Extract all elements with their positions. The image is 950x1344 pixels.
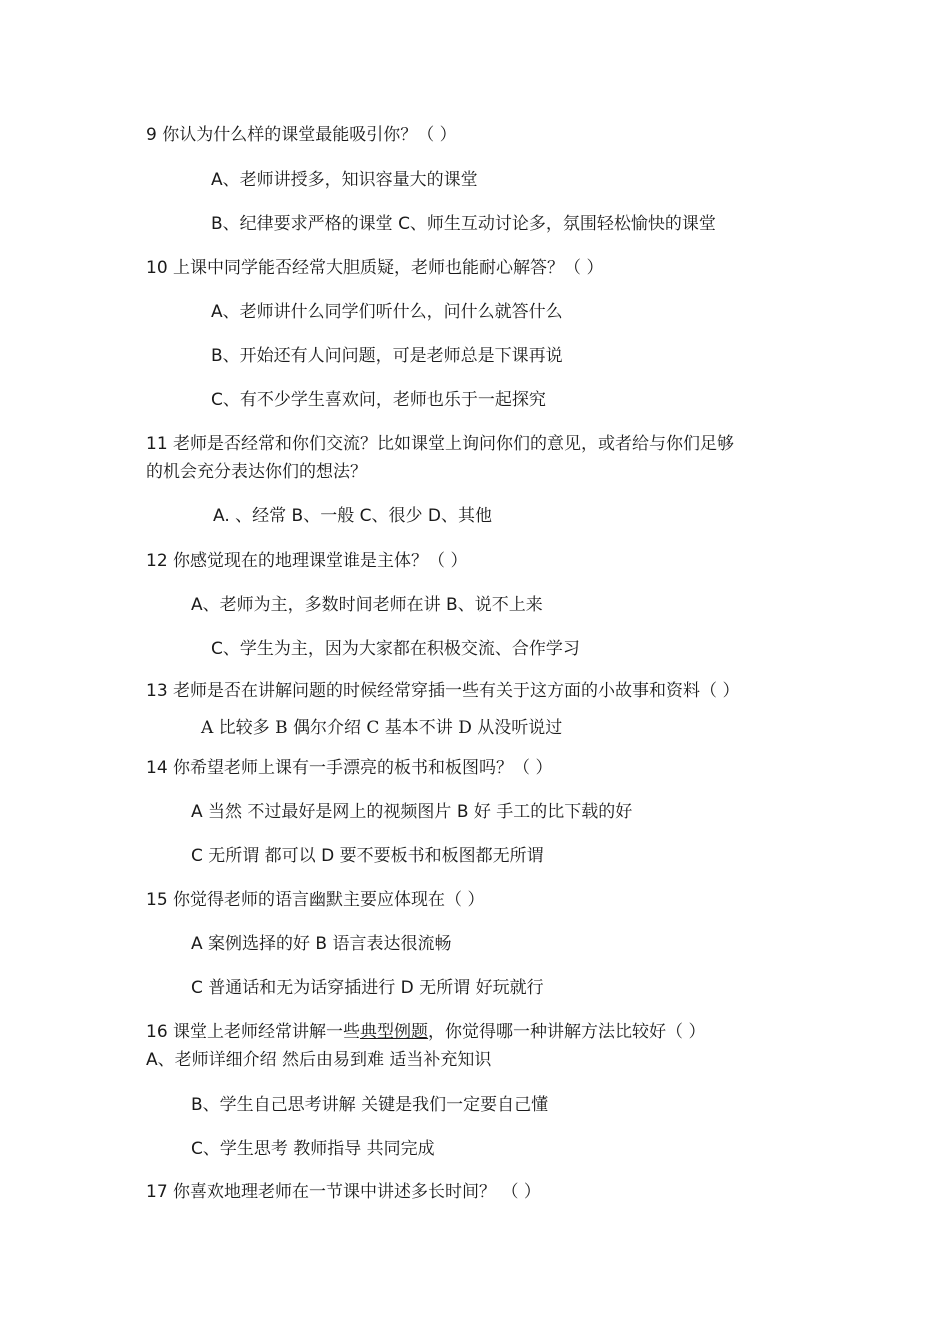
question-14-option-cd: C 无所谓 都可以 D 要不要板书和板图都无所谓 xyxy=(191,846,544,866)
question-12-option-ab: A、老师为主，多数时间老师在讲 B、说不上来 xyxy=(191,595,543,615)
question-9-option-a: A、老师讲授多，知识容量大的课堂 xyxy=(211,170,478,190)
question-14-stem: 14 你希望老师上课有一手漂亮的板书和板图吗？（ ） xyxy=(146,758,553,778)
question-16-stem xyxy=(146,1021,705,1043)
question-10-option-c: C、有不少学生喜欢问，老师也乐于一起探究 xyxy=(211,390,546,410)
question-9-option-bc: B、纪律要求严格的课堂 C、师生互动讨论多，氛围轻松愉快的课堂 xyxy=(211,214,716,234)
question-13-options: A 比较多 B 偶尔介绍 C 基本不讲 D 从没听说过 xyxy=(201,718,563,738)
question-16-option-c: C、学生思考 教师指导 共同完成 xyxy=(191,1139,435,1159)
question-10-option-b: B、开始还有人问问题，可是老师总是下课再说 xyxy=(211,346,563,366)
question-11-options: A. 、经常 B、一般 C、很少 D、其他 xyxy=(213,506,492,526)
question-15-option-cd: C 普通话和无为话穿插进行 D 无所谓 好玩就行 xyxy=(191,978,544,998)
question-16-option-b: B、学生自己思考讲解 关键是我们一定要自己懂 xyxy=(191,1095,549,1115)
question-17-stem: 17 你喜欢地理老师在一节课中讲述多长时间？ （ ） xyxy=(146,1182,541,1202)
question-15-stem: 15 你觉得老师的语言幽默主要应体现在（ ） xyxy=(146,890,485,910)
question-11-stem-line1: 11 老师是否经常和你们交流？比如课堂上询问你们的意见，或者给与你们足够 xyxy=(146,434,735,454)
question-16-stem-underlined: 典型例题 xyxy=(360,1022,429,1042)
question-12-option-c: C、学生为主，因为大家都在积极交流、合作学习 xyxy=(211,639,580,659)
question-11-stem-line2: 的机会充分表达你们的想法？ xyxy=(146,462,367,482)
question-12-stem: 12 你感觉现在的地理课堂谁是主体？（ ） xyxy=(146,551,468,571)
question-16-stem-post: ，你觉得哪一种讲解方法比较好（ ） xyxy=(428,1022,706,1042)
question-10-option-a: A、老师讲什么同学们听什么，问什么就答什么 xyxy=(211,302,563,322)
question-13-stem: 13 老师是否在讲解问题的时候经常穿插一些有关于这方面的小故事和资料（ ） xyxy=(146,681,740,701)
question-14-option-ab: A 当然 不过最好是网上的视频图片 B 好 手工的比下载的好 xyxy=(191,802,633,822)
question-16-option-a: A、老师详细介绍 然后由易到难 适当补充知识 xyxy=(146,1050,492,1070)
question-16-stem-pre: 16 课堂上老师经常讲解一些 xyxy=(146,1022,361,1042)
question-10-stem: 10 上课中同学能否经常大胆质疑，老师也能耐心解答？（ ） xyxy=(146,258,604,278)
question-9-stem: 9 你认为什么样的课堂最能吸引你？（ ） xyxy=(146,125,457,145)
question-15-option-ab: A 案例选择的好 B 语言表达很流畅 xyxy=(191,934,452,954)
